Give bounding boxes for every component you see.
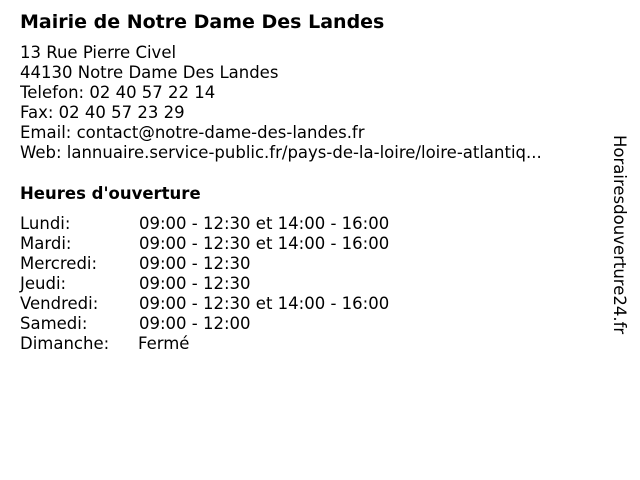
address-street: 13 Rue Pierre Civel — [20, 43, 177, 62]
site-watermark: Horairesdouverture24.fr — [610, 135, 629, 335]
email-address: Email: contact@notre-dame-des-landes.fr — [20, 123, 365, 142]
day-hours: Fermé — [138, 334, 190, 353]
day-label: Samedi: — [20, 314, 88, 333]
day-hours: 09:00 - 12:30 et 14:00 - 16:00 — [139, 294, 390, 313]
address-city: 44130 Notre Dame Des Landes — [20, 63, 279, 82]
hours-heading: Heures d'ouverture — [20, 184, 201, 203]
web-address: Web: lannuaire.service-public.fr/pays-de-la-loire/loire-atlantiq... — [20, 143, 542, 162]
day-label: Vendredi: — [20, 294, 99, 313]
day-label: Lundi: — [20, 214, 71, 233]
page-title: Mairie de Notre Dame Des Landes — [20, 11, 385, 33]
day-hours: 09:00 - 12:30 et 14:00 - 16:00 — [139, 234, 390, 253]
day-label: Mardi: — [20, 234, 72, 253]
day-hours: 09:00 - 12:30 et 14:00 - 16:00 — [139, 214, 390, 233]
day-hours: 09:00 - 12:00 — [139, 314, 251, 333]
phone-number: Telefon: 02 40 57 22 14 — [20, 83, 216, 102]
day-hours: 09:00 - 12:30 — [139, 254, 251, 273]
day-label: Jeudi: — [20, 274, 67, 293]
fax-number: Fax: 02 40 57 23 29 — [20, 103, 185, 122]
contact-block — [20, 43, 590, 163]
day-label: Dimanche: — [20, 334, 110, 353]
day-label: Mercredi: — [20, 254, 98, 273]
day-hours: 09:00 - 12:30 — [139, 274, 251, 293]
